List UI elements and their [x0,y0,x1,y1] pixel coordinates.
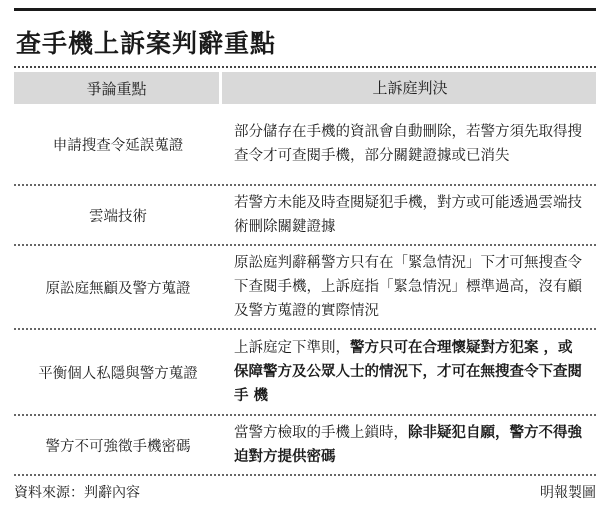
table-row [14,104,596,186]
ruling-text: 上訴庭定下準則， [234,340,350,356]
row-ruling [222,246,596,328]
table-row [14,416,596,476]
header-ruling: 上訴庭判決 [372,79,448,97]
ruling-text: 原訟庭判辭稱警方只有在「緊急情況」下才可無搜查令下查閱手機，上訴庭指「緊急情況」標準過高，沒有顧及警方蒐證的實際情況 [234,255,582,319]
row-ruling [222,330,596,414]
ruling-text: 若警方未能及時查閱疑犯手機，對方或可能透過雲端技術刪除關鍵證據 [234,195,582,235]
row-ruling [222,416,596,474]
row-point: 警方不可強徵手機密碼 [45,438,191,455]
row-point: 申請搜查令延誤蒐證 [52,137,184,154]
table-header [14,72,596,104]
header-point: 爭論重點 [14,72,222,104]
credit-note: 明報製圖 [540,485,596,501]
footer [14,482,596,502]
ruling-text: 部分儲存在手機的資訊會自動刪除，若警方須先取得搜查令才可查閱手機，部分關鍵證據或已消失 [234,124,582,164]
top-rule [14,8,596,11]
ruling-text: 當警方檢取的手機上鎖時， [234,425,408,441]
table-row [14,186,596,246]
row-ruling [222,104,596,184]
source-note: 資料來源：判辭內容 [14,485,140,501]
row-point: 原訟庭無顧及警方蒐證 [45,280,191,297]
ruling-table [14,72,596,476]
table-row [14,246,596,330]
ruling-bold-text: 警方只可在合理懷疑對方犯案 ，或保障警方及公眾人士的情況下，才可在無搜查令下查閱手 機 [234,340,582,404]
table-row [14,330,596,416]
row-point: 雲端技術 [89,208,147,225]
row-point: 平衡個人私隱與警方蒐證 [38,365,198,382]
title-divider [14,66,596,68]
row-ruling [222,186,596,244]
ruling-bold-text: 除非疑犯自願，警方不得強迫對方提供密碼 [234,425,582,465]
page-title: 查手機上訴案判辭重點 [16,29,277,58]
